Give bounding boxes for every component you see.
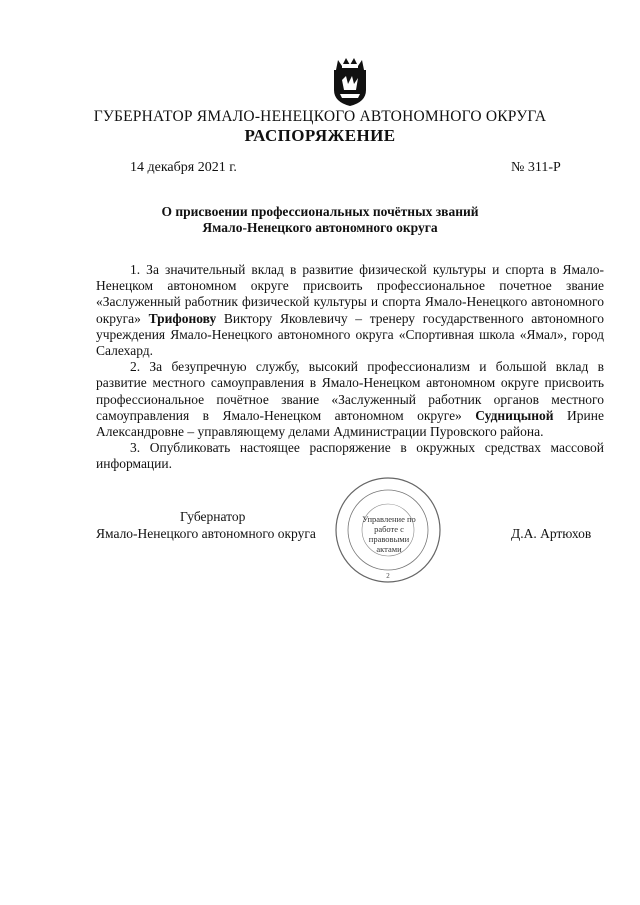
subject-line-2: Ямало-Ненецкого автономного округа — [202, 220, 438, 235]
signatory-title-line-2: Ямало-Ненецкого автономного округа — [96, 526, 316, 541]
paragraph-text: 1. За значительный вклад в развитие физической культуры и спорта в Ямало-Ненецком автономном округе присвоить профессиональное почетное звание «Заслуженный работник физической культуры и спорта Ямало-Ненецкого автономного округа» — [96, 262, 604, 326]
signatory-name: Д.А. Артюхов — [511, 526, 592, 541]
signatory-title-line-1: Губернатор — [180, 509, 246, 524]
document-number: № 311-Р — [511, 160, 561, 175]
issuing-authority: ГУБЕРНАТОР ЯМАЛО-НЕНЕЦКОГО АВТОНОМНОГО ОКРУГА — [93, 108, 547, 125]
subject-line-1: О присвоении профессиональных почётных званий — [161, 204, 479, 219]
paragraph-text: 3. Опубликовать настоящее распоряжение в окружных средствах массовой информации. — [96, 440, 604, 472]
paragraph-item-2 — [96, 359, 604, 440]
awardee-surname: Судницыной — [475, 407, 554, 423]
paragraph-text: Виктору Яковлевичу – тренеру государственного автономного учреждения Ямало-Ненецкого автономного округа «Спортивная школа «Ямал», город Салехард. — [96, 310, 604, 359]
coat-of-arms-emblem — [328, 56, 372, 108]
paragraph-item-3 — [96, 440, 604, 472]
stamp-center-text: Управление по работе с правовыми актами — [362, 514, 416, 554]
document-subject — [0, 204, 640, 236]
document-type: РАСПОРЯЖЕНИЕ — [244, 126, 396, 145]
stamp-number: 2 — [386, 572, 390, 580]
document-body — [96, 262, 604, 473]
awardee-surname: Трифонову — [148, 310, 217, 326]
paragraph-text: 2. За безупречную службу, высокий профессионализм и большой вклад в развитие местного самоуправления в Ямало-Ненецком автономном округе присвоить профессиональное почётное звание «Заслуженный работник органов местного самоуправления в Ямало-Ненецком автономном округе» — [96, 359, 604, 423]
paragraph-item-1 — [96, 262, 604, 359]
document-date: 14 декабря 2021 г. — [130, 160, 237, 175]
paragraph-text: Ирине Александровне – управляющему делами Администрации Пуровского района. — [96, 407, 604, 440]
